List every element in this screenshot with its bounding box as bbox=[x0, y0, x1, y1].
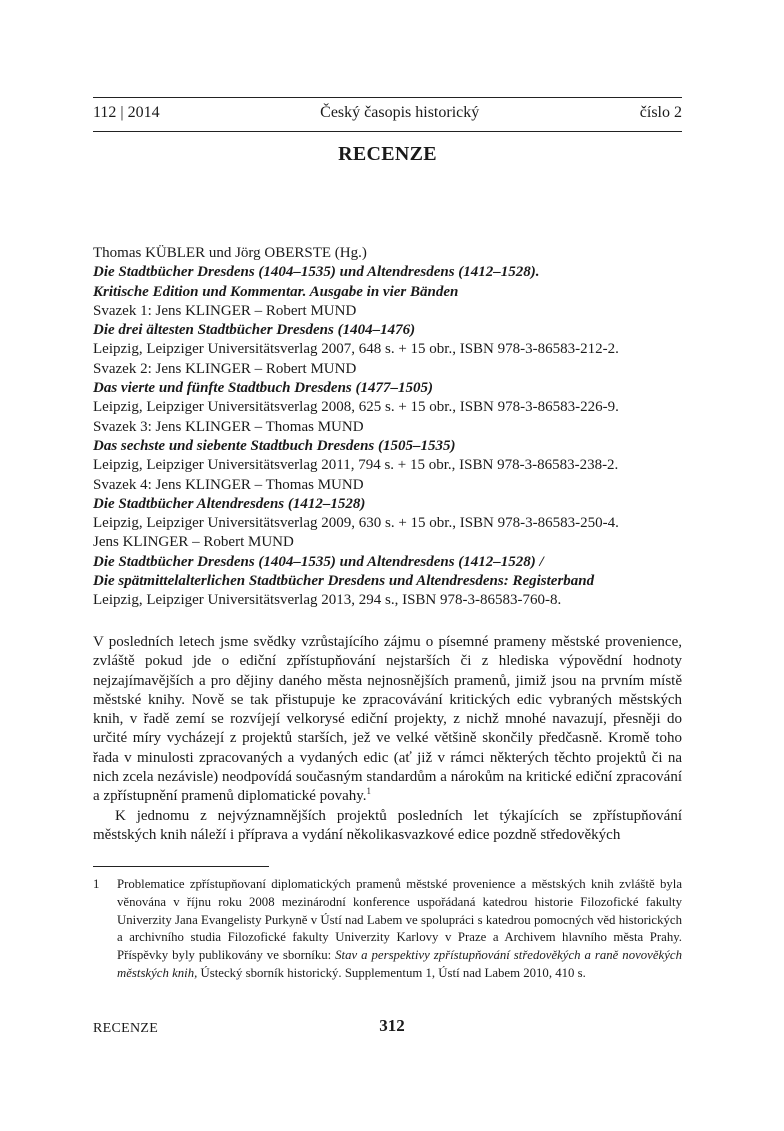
biblio-line: Svazek 2: Jens KLINGER – Robert MUND bbox=[93, 360, 357, 377]
biblio-line: Svazek 4: Jens KLINGER – Thomas MUND bbox=[93, 476, 364, 493]
footnote-1 bbox=[93, 876, 682, 983]
bibliographic-entry bbox=[93, 244, 682, 611]
issue-label: 112 | 2014 bbox=[93, 104, 160, 121]
review-body bbox=[93, 633, 682, 845]
footnote-text-a: Problematice zpřístupňovaní diplomatických pramenů městské provenience a městských knih zvláště byla věnována v říjnu roku 2008 mezinárodní konference uspořádaná katedrou historie Filozofické fakulty Univerzity Jana Evangelisty Purkyně v Ústí nad Labem ve spolupráci s katedrou pomocných věd historických a archivního studia Filozofické fakulty Univerzity Karlovy v Praze a Archivem hlavního města Prahy. Příspěvky byly publikovány ve sborníku: bbox=[117, 877, 682, 963]
header-bottom-rule bbox=[93, 131, 682, 132]
running-header bbox=[93, 104, 682, 122]
footnote-ref-1[interactable]: 1 bbox=[366, 786, 372, 797]
footnote-number: 1 bbox=[93, 877, 100, 891]
biblio-title-line: Das vierte und fünfte Stadtbuch Dresdens (1477–1505) bbox=[93, 380, 434, 397]
biblio-title-line: Die Stadtbücher Dresdens (1404–1535) und Altendresdens (1412–1528) / bbox=[93, 553, 544, 570]
biblio-line: Leipzig, Leipziger Universitätsverlag 2008, 625 s. + 15 obr., ISBN 978-3-86583-226-9. bbox=[93, 399, 619, 416]
biblio-line: Svazek 1: Jens KLINGER – Robert MUND bbox=[93, 302, 357, 319]
biblio-line: Svazek 3: Jens KLINGER – Thomas MUND bbox=[93, 418, 364, 435]
biblio-line: Thomas KÜBLER und Jörg OBERSTE (Hg.) bbox=[93, 245, 367, 261]
biblio-title-line: Die Stadtbücher Dresdens (1404–1535) und Altendresdens (1412–1528). bbox=[93, 264, 540, 281]
page-number: 312 bbox=[379, 1016, 405, 1035]
body-paragraph-1-text: V posledních letech jsme svědky vzrůstajícího zájmu o písemné prameny městské provenience, zvláště pokud jde o ediční zpřístupňování nejstarších či z hlediska výpovědní hodnoty nejzajímavějších a pro dějiny daného města nejnosnějších pramenů, jimiž jsou na prvním místě městské knihy. Nově se tak přistupuje ke zpracovávání kritických edic vybraných městských knih, v řadě zemí se rozvíjejí velkorysé ediční projekty, z nichž mnohé navazují, přesněji do určité míry vycházejí z projektů starších, jež ve velké většině skončily předčasně. Kromě toho řada v minulosti zpracovaných a vydaných edic (ať již v rámci některých těchto projektů či na nich zcela nezávisle) neodpovídá současným standardům a nárokům na kritické ediční zpracování a zpřístupnění pramenů diplomatické povahy. bbox=[93, 634, 682, 805]
journal-title: Český časopis historický bbox=[320, 104, 480, 121]
biblio-line: Leipzig, Leipziger Universitätsverlag 2013, 294 s., ISBN 978-3-86583-760-8. bbox=[93, 592, 562, 609]
biblio-line: Leipzig, Leipziger Universitätsverlag 2011, 794 s. + 15 obr., ISBN 978-3-86583-238-2. bbox=[93, 457, 619, 474]
biblio-line: Leipzig, Leipziger Universitätsverlag 2009, 630 s. + 15 obr., ISBN 978-3-86583-250-4. bbox=[93, 515, 619, 532]
footnote-text bbox=[117, 876, 682, 983]
biblio-line: Jens KLINGER – Robert MUND bbox=[93, 534, 294, 551]
body-paragraph-2: K jednomu z nejvýznamnějších projektů posledních let týkajících se zpřístupňování městských knih náleží i příprava a vydání několikasvazkové edice pozdně středověkých bbox=[93, 807, 682, 843]
biblio-title-line: Die drei ältesten Stadtbücher Dresdens (1404–1476) bbox=[93, 322, 416, 339]
footnote-separator bbox=[93, 866, 269, 867]
section-title: RECENZE bbox=[338, 143, 437, 165]
footnote-text-b: Ústecký sborník historický. Supplementum 1, Ústí nad Labem 2010, 410 s. bbox=[197, 965, 586, 980]
biblio-title-line: Die spätmittelalterlichen Stadtbücher Dresdens und Altendresdens: Registerband bbox=[93, 573, 595, 590]
footer-section-label: RECENZE bbox=[93, 1021, 159, 1036]
footnote-cited-title: Stav a perspektivy zpřístupňování středověkých a raně novověkých městských knih, bbox=[117, 948, 682, 980]
biblio-title-line: Das sechste und siebente Stadtbuch Dresdens (1505–1535) bbox=[93, 437, 456, 454]
body-paragraph-1 bbox=[93, 633, 682, 807]
header-top-rule bbox=[93, 97, 682, 98]
biblio-line: Leipzig, Leipziger Universitätsverlag 2007, 648 s. + 15 obr., ISBN 978-3-86583-212-2. bbox=[93, 341, 619, 358]
issue-number: číslo 2 bbox=[639, 104, 682, 121]
biblio-title-line: Die Stadtbücher Altendresdens (1412–1528) bbox=[93, 495, 366, 512]
biblio-title-line: Kritische Edition und Kommentar. Ausgabe in vier Bänden bbox=[93, 283, 459, 300]
